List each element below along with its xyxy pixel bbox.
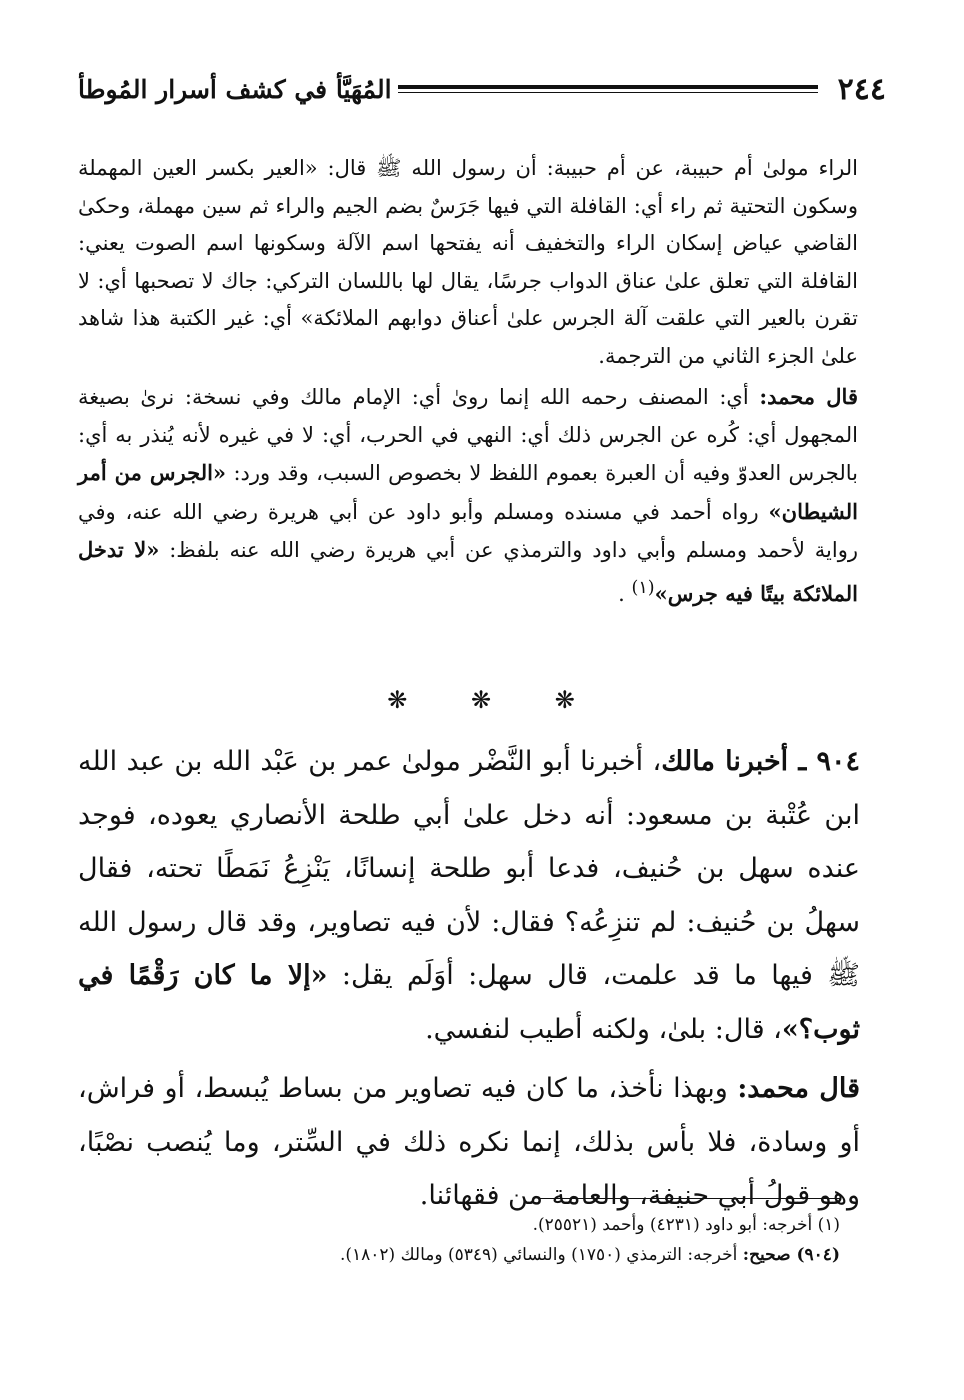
footnote-ref: (١) <box>631 577 655 598</box>
commentary-section <box>78 150 858 613</box>
hadith-section <box>78 735 860 1223</box>
footnote-text: أخرجه: الترمذي (١٧٥٠) والنسائي (٥٣٤٩) ومالك (١٨٠٢). <box>339 1245 743 1265</box>
commentary-text: أي: المصنف رحمه الله إنما روىٰ أي: الإمام مالك وفي نسخة: نرىٰ بصيغة المجهول أي: كُره عن الجرس ذلك أي: النهي في الحرب، أي: لا في غيره لأنه يُنذر به أي: بالجرس العدوّ وفيه أن العبرة بعموم اللفظ لا بخصوص السبب، وقد ورد: <box>78 385 858 485</box>
page-header <box>78 64 886 114</box>
hadith-text: ، قال: بلىٰ، ولكنه أطيب لنفسي. <box>425 1013 782 1045</box>
section-divider <box>0 686 964 714</box>
hadith-number-label: ٩٠٤ ـ أخبرنا مالك <box>661 746 860 777</box>
commentary-paragraph-1: الراء مولىٰ أم حبيبة، عن أم حبيبة: أن رسول الله ﷺ قال: «العير بكسر العين المهملة وسكون التحتية ثم راء أي: القافلة التي فيها جَرَسٌ بضم الجيم والراء ثم سين مهملة، وحكىٰ القاضي عياض إسكان الراء والتخفيف أنه يفتحها اسم الآلة وسكونها اسم الصوت يعني: القافلة التي تعلق علىٰ عناق الدواب جرسًا، يقال لها باللسان التركي: جاك لا تصحبها أي: لا تقرن بالعير التي علقت آلة الجرس علىٰ أعناق دوابهم الملائكة» أي: غير الكتبة هذا شاهد علىٰ الجزء الثاني من الترجمة. <box>78 156 858 368</box>
footnote-rule <box>538 1198 840 1199</box>
hadith-quote: «الجرس من أمر الشيطان» <box>78 460 858 524</box>
ruling-text: وبهذا نأخذ، ما كان فيه تصاوير من بساط يُبسط، أو فراش، أو وسادة، فلا بأس بذلك، إنما نكره ذلك في السِّتر، وما يُنصب نصْبًا، وهو قولُ أبي حنيفة، والعامة من فقهائنا. <box>78 1073 860 1211</box>
book-title: المُهَيَّأ في كشف أسرار المُوطأ <box>78 74 392 104</box>
hadith-quote: «إلا ما كان رَقْمًا في ثوب؟» <box>78 960 860 1045</box>
asterism-icon: ❋ <box>470 686 494 714</box>
footnote-2 <box>200 1240 840 1270</box>
footnote-1: (١) أخرجه: أبو داود (٤٢٣١) وأحمد (٢٥٥٢١). <box>532 1215 840 1235</box>
commentary-text: رواه أحمد في مسنده ومسلم وأبو داود عن أبي هريرة رضي الله عنه، وفي رواية لأحمد ومسلم وأبي داود والترمذي عن أبي هريرة رضي الله عنه بلفظ: <box>78 499 858 562</box>
footnotes <box>200 1210 840 1270</box>
footnote-grade: (٩٠٤) صحيح: <box>742 1245 840 1265</box>
hadith-text: ، أخبرنا أبو النَّضْر مولىٰ عمر بن عَبْد الله بن عبد الله ابن عُتْبة بن مسعود: أنه دخل علىٰ أبي طلحة الأنصاري يعوده، فوجد عنده سهل بن حُنيف، فدعا أبو طلحة إنسانًا، يَنْزِعُ نَمَطًا تحته، فقال سهلُ بن حُنيف: لم تنزِعُه؟ فقال: لأن فيه تصاوير، وقد قال رسول الله ﷺ فيها ما قد علمت، قال سهل: أوَلَم يقل: <box>78 746 860 991</box>
page-number: ٢٤٤ <box>837 71 886 107</box>
speaker-label: قال محمد: <box>737 1073 860 1104</box>
hadith-quote: «لا تدخل الملائكة بيتًا فيه جرس» <box>78 537 858 606</box>
hadith-paragraph <box>78 735 860 1056</box>
header-rule <box>398 85 818 93</box>
asterism-icon: ❋ <box>387 686 410 714</box>
asterism-icon: ❋ <box>554 686 577 714</box>
commentary-text: . <box>618 581 632 606</box>
commentary-paragraph-2 <box>78 378 858 613</box>
speaker-label: قال محمد: <box>759 384 858 409</box>
